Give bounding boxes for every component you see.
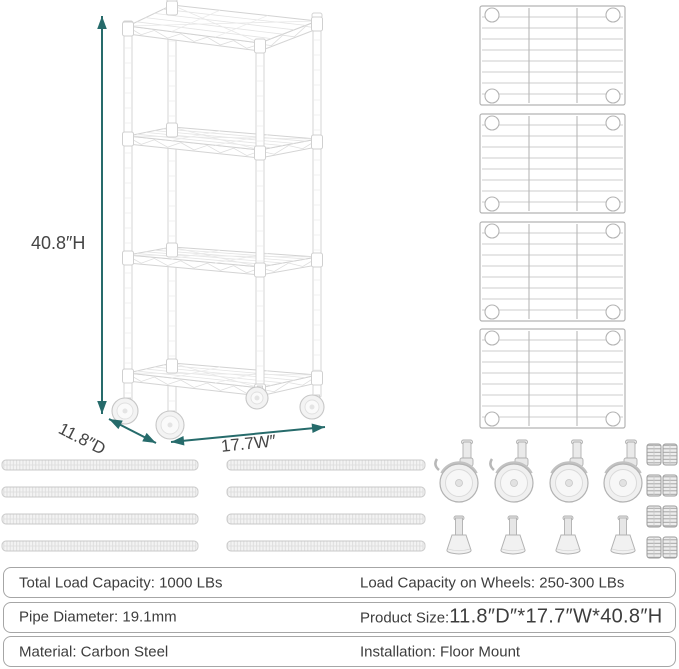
shelf-unit-illustration — [112, 0, 324, 439]
shelf-post — [123, 21, 133, 400]
shelf-tier — [128, 363, 317, 396]
pipe — [227, 487, 425, 497]
pipe — [2, 541, 198, 551]
spec-right-label: Installation: Floor Mount — [360, 643, 521, 660]
pipe — [227, 460, 425, 470]
unit-caster — [156, 411, 184, 439]
leveling-foot — [611, 516, 635, 554]
shelf-tier — [128, 5, 317, 51]
leveling-feet-group — [447, 516, 635, 554]
depth-dimension-label: 11.8″D — [55, 419, 109, 459]
pipe — [227, 541, 425, 551]
shelf-panels-stack — [480, 6, 625, 428]
unit-caster — [246, 386, 268, 409]
pipe — [2, 460, 198, 470]
pipes-group — [2, 460, 425, 551]
caster-wheel — [490, 440, 533, 502]
spec-row-load-capacity — [3, 567, 676, 598]
spec-right-text — [360, 574, 624, 591]
height-arrow — [97, 16, 107, 414]
spec-table — [3, 567, 676, 667]
post-collars — [123, 1, 323, 398]
spec-row-pipe-size — [3, 602, 676, 633]
leveling-foot — [556, 516, 580, 554]
connector-sleeves-group — [647, 444, 677, 558]
pipe — [2, 487, 198, 497]
pipe — [227, 514, 425, 524]
caster-wheel — [550, 440, 588, 502]
spec-right-label: Product Size: — [360, 609, 450, 627]
caster-wheel — [435, 440, 478, 502]
leveling-foot — [447, 516, 471, 554]
shelf-panel — [480, 6, 625, 105]
connector-sleeve-pair — [647, 475, 677, 496]
caster-wheels-group — [435, 440, 642, 502]
shelf-post — [255, 39, 265, 388]
shelf-tier — [128, 247, 317, 275]
spec-right-text — [360, 606, 662, 629]
shelf-panel — [480, 114, 625, 213]
connector-sleeve-pair — [647, 537, 677, 558]
leveling-foot — [501, 516, 525, 554]
unit-caster — [300, 395, 324, 419]
caster-wheel — [604, 440, 642, 502]
spec-left-text: Material: Carbon Steel — [19, 643, 169, 660]
spec-row-material-install — [3, 636, 676, 667]
pipe — [2, 514, 198, 524]
connector-sleeve-pair — [647, 444, 677, 465]
spec-left-text: Total Load Capacity: 1000 LBs — [19, 574, 223, 591]
spec-left-text: Pipe Diameter: 19.1mm — [19, 608, 177, 626]
shelf-panel — [480, 222, 625, 321]
spec-right-label: Load Capacity on Wheels: 250-300 LBs — [360, 574, 625, 591]
shelf-post — [312, 13, 322, 397]
spec-right-value: 11.8″D″*17.7″W*40.8″H — [449, 605, 663, 628]
width-dimension-label: 17.7W″ — [220, 431, 277, 456]
connector-sleeve-pair — [647, 506, 677, 527]
shelf-post — [167, 0, 177, 413]
spec-right-text — [360, 643, 520, 660]
height-dimension-label: 40.8″H — [31, 233, 86, 253]
shelf-tier — [128, 127, 317, 158]
shelf-panel — [480, 329, 625, 428]
